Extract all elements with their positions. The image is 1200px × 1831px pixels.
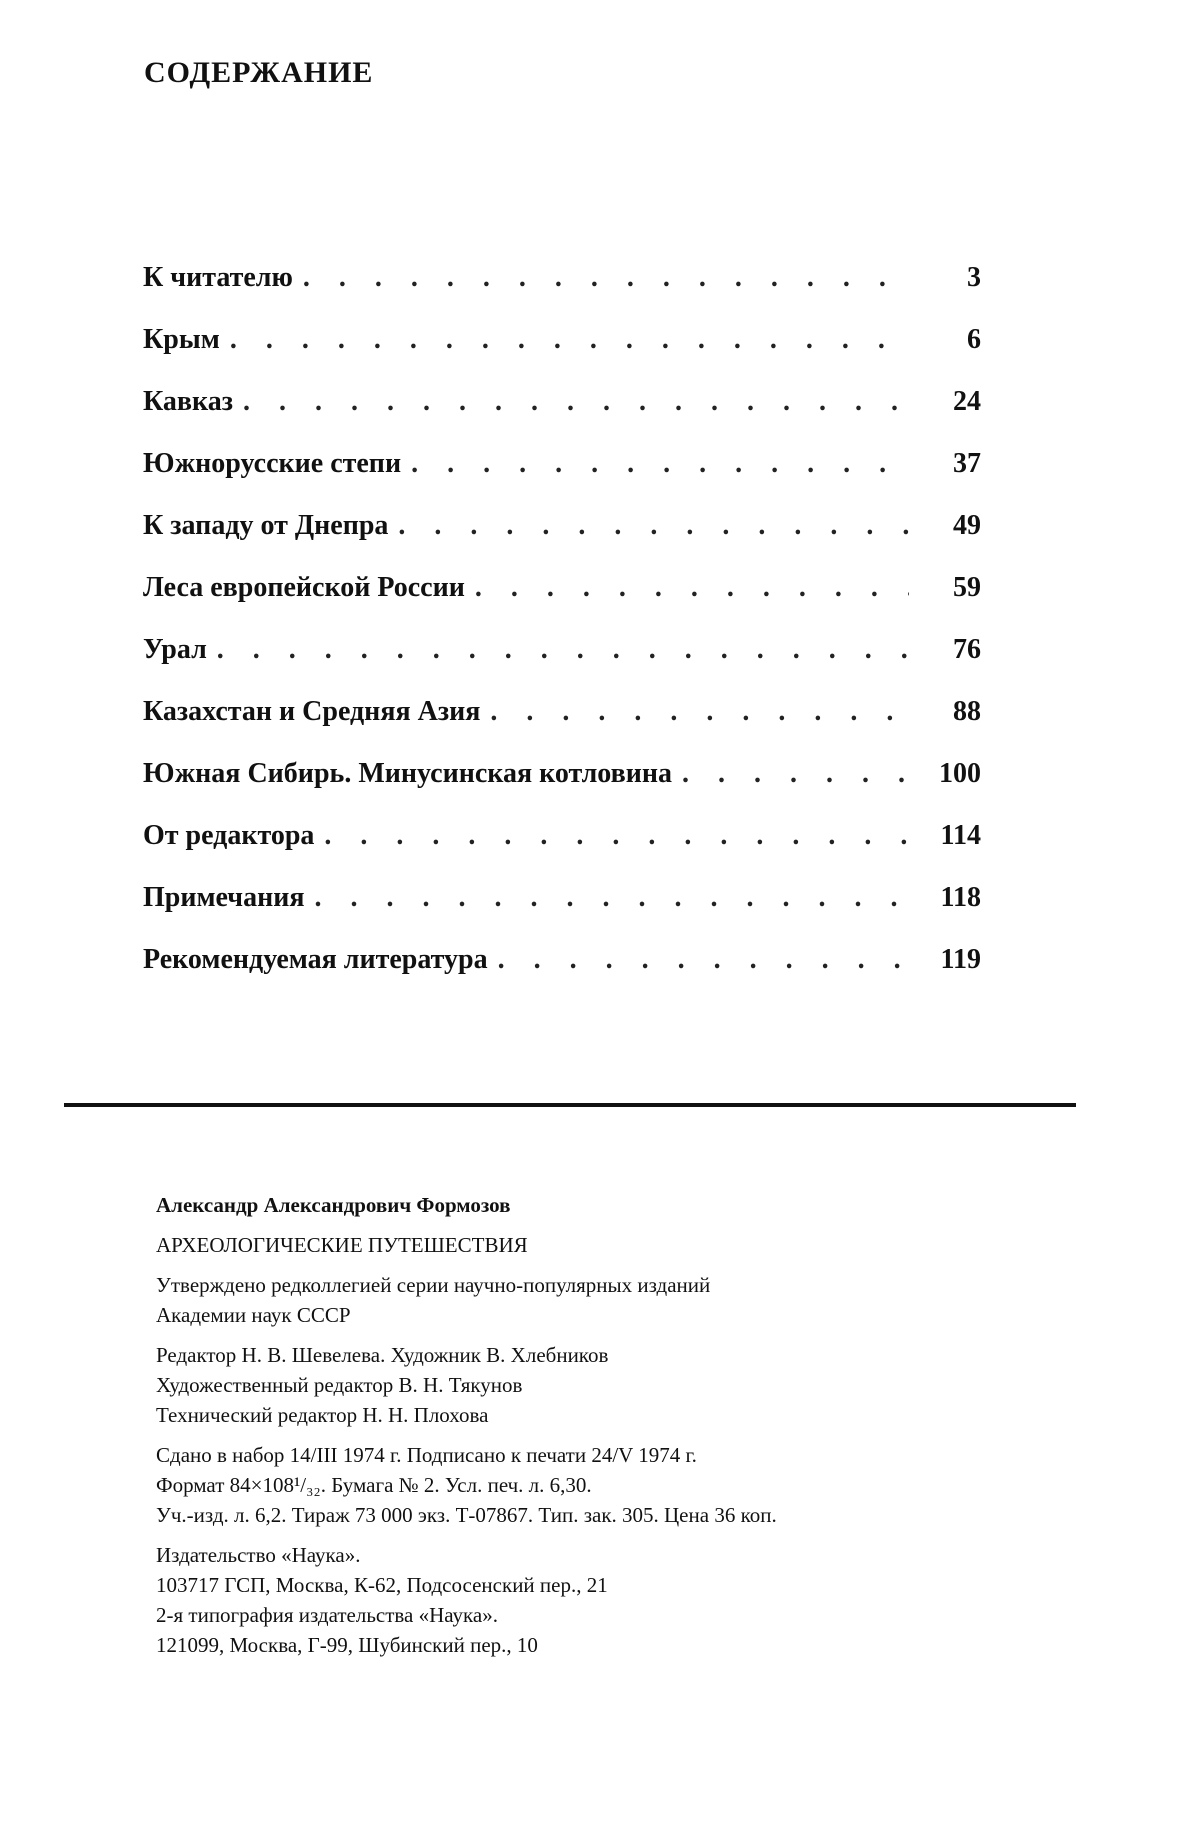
toc-entry-title: К читателю	[143, 262, 293, 293]
toc-dot-leader	[475, 572, 909, 604]
author-name: Александр Александрович Формозов	[156, 1193, 511, 1217]
approval-text: Утверждено редколлегией серии научно-популярных изданий	[156, 1273, 711, 1297]
toc-dot-leader	[490, 696, 909, 728]
toc-dot-leader	[682, 758, 909, 790]
toc-entry[interactable]	[143, 262, 981, 324]
toc-entry[interactable]	[143, 696, 981, 758]
toc-dot-leader	[324, 820, 909, 852]
editor-credit: Редактор Н. В. Шевелева. Художник В. Хлебников	[156, 1343, 609, 1367]
toc-entry-page: 3	[967, 262, 981, 293]
toc-entry-page: 6	[967, 324, 981, 355]
page-title: СОДЕРЖАНИЕ	[144, 56, 374, 89]
print-run-info: Уч.-изд. л. 6,2. Тираж 73 000 экз. Т-07867. Тип. зак. 305. Цена 36 коп.	[156, 1503, 777, 1527]
toc-entry[interactable]	[143, 510, 981, 572]
toc-entry-page: 100	[939, 758, 981, 789]
toc-entry-page: 88	[953, 696, 981, 727]
toc-entry-page: 59	[953, 572, 981, 603]
toc-entry-title: Леса европейской России	[143, 572, 465, 603]
toc-dot-leader	[315, 882, 910, 914]
toc-entry-page: 119	[940, 944, 981, 975]
toc-dot-leader	[398, 510, 909, 542]
toc-entry[interactable]	[143, 634, 981, 696]
approval-text: Академии наук СССР	[156, 1303, 351, 1327]
table-of-contents	[143, 262, 981, 1006]
toc-dot-leader	[217, 634, 909, 666]
publisher-name: Издательство «Наука».	[156, 1543, 361, 1567]
book-title: АРХЕОЛОГИЧЕСКИЕ ПУТЕШЕСТВИЯ	[156, 1233, 528, 1257]
toc-entry-title: Южнорусские степи	[143, 448, 402, 479]
toc-entry-title: Урал	[143, 634, 207, 665]
toc-entry-page: 37	[953, 448, 981, 479]
toc-entry-title: От редактора	[143, 820, 315, 851]
publisher-address: 103717 ГСП, Москва, К-62, Подсосенский пер., 21	[156, 1573, 608, 1597]
toc-entry-title: К западу от Днепра	[143, 510, 389, 541]
toc-entry-page: 118	[940, 882, 981, 913]
toc-dot-leader	[303, 262, 909, 294]
toc-entry[interactable]	[143, 448, 981, 510]
toc-dot-leader	[243, 386, 909, 418]
toc-entry[interactable]	[143, 386, 981, 448]
toc-entry[interactable]	[143, 758, 981, 820]
toc-entry[interactable]	[143, 944, 981, 1006]
toc-entry-title: Кавказ	[143, 386, 234, 417]
tech-editor-credit: Технический редактор Н. Н. Плохова	[156, 1403, 489, 1427]
imprint-block	[156, 1190, 1116, 1660]
format-info: Формат 84×108¹/₃₂. Бумага № 2. Усл. печ. л. 6,30.	[156, 1473, 592, 1497]
toc-entry[interactable]	[143, 820, 981, 882]
toc-entry-title: Примечания	[143, 882, 305, 913]
toc-entry-title: Рекомендуемая литература	[143, 944, 488, 975]
toc-entry-title: Казахстан и Средняя Азия	[143, 696, 481, 727]
toc-dot-leader	[498, 944, 909, 976]
toc-entry[interactable]	[143, 882, 981, 944]
printer-name: 2-я типография издательства «Наука».	[156, 1603, 498, 1627]
toc-entry[interactable]	[143, 572, 981, 634]
toc-entry-title: Крым	[143, 324, 220, 355]
toc-entry[interactable]	[143, 324, 981, 386]
art-editor-credit: Художественный редактор В. Н. Тякунов	[156, 1373, 523, 1397]
printer-address: 121099, Москва, Г-99, Шубинский пер., 10	[156, 1633, 538, 1657]
section-divider	[64, 1103, 1076, 1107]
print-dates: Сдано в набор 14/III 1974 г. Подписано к печати 24/V 1974 г.	[156, 1443, 697, 1467]
toc-entry-page: 49	[953, 510, 981, 541]
toc-entry-title: Южная Сибирь. Минусинская котловина	[143, 758, 672, 789]
toc-dot-leader	[230, 324, 909, 356]
toc-entry-page: 76	[953, 634, 981, 665]
toc-entry-page: 24	[953, 386, 981, 417]
toc-dot-leader	[411, 448, 909, 480]
toc-entry-page: 114	[940, 820, 981, 851]
